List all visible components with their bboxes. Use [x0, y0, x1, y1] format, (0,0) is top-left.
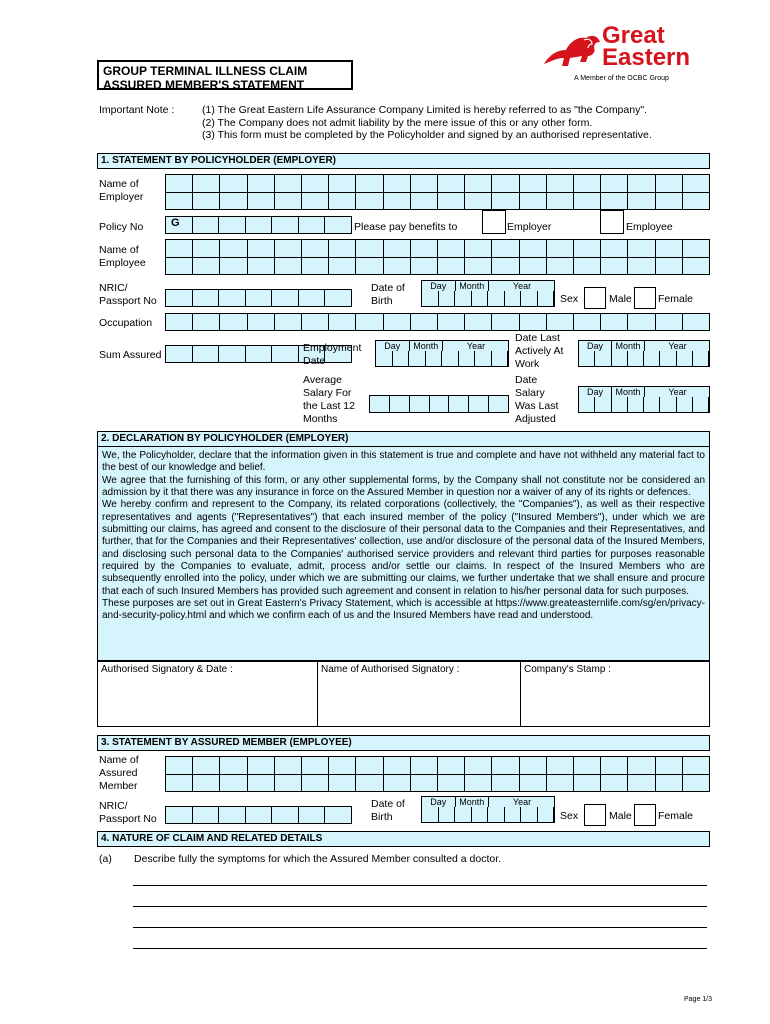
input-cell[interactable] — [410, 396, 430, 412]
form-title — [97, 60, 353, 90]
employer-option-label: Employer — [507, 221, 552, 233]
authorised-signatory-name-box[interactable] — [317, 661, 521, 727]
input-cell[interactable] — [248, 757, 275, 774]
input-cell[interactable] — [601, 240, 628, 257]
input-cell[interactable] — [246, 217, 273, 233]
date-part-day-label: Day — [422, 281, 456, 291]
input-cell[interactable] — [411, 757, 438, 774]
input-cell[interactable] — [166, 807, 193, 823]
employer-checkbox[interactable] — [482, 210, 506, 234]
input-cell[interactable] — [248, 193, 275, 210]
input-cell[interactable] — [329, 193, 356, 210]
input-cell[interactable] — [520, 175, 547, 192]
input-cell[interactable] — [601, 314, 628, 330]
date-part-day-label: Day — [579, 387, 612, 397]
input-cell[interactable] — [438, 240, 465, 257]
input-cell[interactable] — [574, 258, 601, 275]
input-cell[interactable] — [656, 193, 683, 210]
dob-label — [371, 282, 405, 308]
input-cell[interactable] — [628, 757, 655, 774]
input-cell[interactable] — [438, 258, 465, 275]
input-cell[interactable] — [302, 175, 329, 192]
input-cell[interactable] — [465, 193, 492, 210]
nric-label-line1: NRIC/ — [99, 282, 128, 294]
input-cell[interactable] — [656, 240, 683, 257]
declaration-paragraph-2: We agree that the furnishing of this form, or any other supplemental forms, by the Company shall not constitute nor be considered an admission by it that there was any insurance in force on the Assured Member in question nor a waiver of any of its rights or defences. — [102, 474, 705, 499]
input-cell[interactable] — [438, 175, 465, 192]
input-cell[interactable] — [220, 258, 247, 275]
input-cell[interactable] — [438, 775, 465, 792]
input-cell[interactable] — [325, 290, 351, 306]
input-cell[interactable] — [166, 346, 193, 362]
input-cell[interactable] — [370, 396, 390, 412]
date-part-year-label: Year — [645, 387, 710, 397]
policy-no-label: Policy No — [99, 221, 144, 233]
avg-salary-field[interactable] — [369, 395, 509, 413]
input-cell[interactable] — [193, 775, 220, 792]
item-a-number: (a) — [99, 853, 112, 865]
avg-salary-line3: the Last 12 — [303, 400, 355, 412]
salary-adj-line4: Adjusted — [515, 413, 556, 425]
assured-male-checkbox[interactable] — [584, 804, 606, 826]
input-cell[interactable] — [193, 757, 220, 774]
input-cell[interactable] — [489, 396, 508, 412]
assured-dob-label — [371, 798, 405, 824]
authorised-signatory-name-label: Name of Authorised Signatory : — [321, 664, 460, 675]
input-cell[interactable] — [465, 175, 492, 192]
input-cell[interactable] — [329, 240, 356, 257]
input-cell[interactable] — [325, 217, 351, 233]
assured-nric-label — [99, 800, 157, 826]
input-cell[interactable] — [329, 258, 356, 275]
authorised-signatory-date-label: Authorised Signatory & Date : — [101, 664, 233, 675]
date-part-month-label: Month — [410, 341, 444, 351]
employee-checkbox[interactable] — [600, 210, 624, 234]
assured-dob-field[interactable] — [421, 796, 555, 823]
input-cell[interactable] — [219, 807, 246, 823]
declaration-text — [97, 446, 710, 661]
input-cell[interactable] — [390, 396, 410, 412]
policy-prefix: G — [171, 217, 180, 229]
input-cell[interactable] — [356, 314, 383, 330]
input-cell[interactable] — [275, 757, 302, 774]
name-of-employee-field[interactable] — [165, 239, 710, 275]
date-last-line1: Date Last — [515, 332, 560, 344]
input-cell[interactable] — [356, 193, 383, 210]
salary-adjusted-label — [515, 374, 558, 426]
input-cell[interactable] — [492, 258, 519, 275]
input-cell[interactable] — [411, 175, 438, 192]
input-cell[interactable] — [656, 775, 683, 792]
input-cell[interactable] — [166, 240, 193, 257]
input-cell[interactable] — [302, 240, 329, 257]
date-part-month-label: Month — [456, 281, 490, 291]
date-last-active-field[interactable] — [578, 340, 710, 367]
input-cell[interactable] — [248, 314, 275, 330]
input-cell[interactable] — [384, 258, 411, 275]
assured-member-name-field[interactable] — [165, 756, 710, 792]
input-cell[interactable] — [520, 240, 547, 257]
male-checkbox[interactable] — [584, 287, 606, 309]
input-cell[interactable] — [384, 240, 411, 257]
assured-sex-label: Sex — [560, 810, 579, 822]
input-cell[interactable] — [492, 193, 519, 210]
input-cell[interactable] — [193, 290, 220, 306]
passport-label: Passport No — [99, 295, 157, 307]
section-4-heading: 4. NATURE OF CLAIM AND RELATED DETAILS — [97, 831, 710, 847]
input-cell[interactable] — [520, 757, 547, 774]
input-cell[interactable] — [166, 314, 193, 330]
input-cell[interactable] — [574, 757, 601, 774]
answer-line-3[interactable] — [133, 927, 707, 928]
input-cell[interactable] — [683, 314, 709, 330]
dob-label-line2: Birth — [371, 295, 393, 307]
input-cell[interactable] — [683, 775, 709, 792]
input-cell[interactable] — [601, 193, 628, 210]
input-cell[interactable] — [656, 258, 683, 275]
input-cell[interactable] — [384, 775, 411, 792]
input-cell[interactable] — [272, 217, 299, 233]
date-part-month-label: Month — [456, 797, 490, 807]
employment-date-line2: Date — [303, 355, 326, 367]
input-cell[interactable] — [492, 240, 519, 257]
input-cell[interactable] — [656, 175, 683, 192]
form-title-line1: GROUP TERMINAL ILLNESS CLAIM — [103, 64, 308, 78]
input-cell[interactable] — [384, 314, 411, 330]
dob-field[interactable] — [421, 280, 555, 307]
assured-female-checkbox[interactable] — [634, 804, 656, 826]
input-cell[interactable] — [166, 757, 193, 774]
input-cell[interactable] — [656, 757, 683, 774]
salary-adj-line2: Salary — [515, 387, 545, 399]
input-cell[interactable] — [272, 290, 299, 306]
input-cell[interactable] — [683, 193, 709, 210]
input-cell[interactable] — [574, 775, 601, 792]
input-cell[interactable] — [520, 314, 547, 330]
input-cell[interactable] — [574, 314, 601, 330]
policy-no-field[interactable] — [165, 216, 352, 234]
input-cell[interactable] — [356, 775, 383, 792]
logo-text-great: Great — [602, 22, 665, 49]
input-cell[interactable] — [683, 757, 709, 774]
date-last-line2: Actively At — [515, 345, 564, 357]
input-cell[interactable] — [329, 775, 356, 792]
input-cell[interactable] — [193, 314, 220, 330]
input-cell[interactable] — [220, 757, 247, 774]
input-cell[interactable] — [275, 775, 302, 792]
cell-row — [166, 175, 709, 193]
input-cell[interactable] — [547, 775, 574, 792]
input-cell[interactable] — [492, 314, 519, 330]
female-checkbox[interactable] — [634, 287, 656, 309]
input-cell[interactable] — [356, 258, 383, 275]
important-note-item-1: (1) The Great Eastern Life Assurance Company Limited is hereby referred to as "the Company". — [202, 104, 647, 116]
salary-adjusted-field[interactable] — [578, 386, 710, 413]
name-of-employee-label: Name of Employee — [99, 244, 146, 269]
input-cell[interactable] — [166, 775, 193, 792]
assured-male-label: Male — [609, 810, 632, 822]
assured-dob-line1: Date of — [371, 798, 405, 810]
input-cell[interactable] — [302, 193, 329, 210]
input-cell[interactable] — [683, 258, 709, 275]
input-cell[interactable] — [438, 314, 465, 330]
input-cell[interactable] — [166, 175, 193, 192]
input-cell[interactable] — [547, 314, 574, 330]
input-cell[interactable] — [193, 175, 220, 192]
input-cell[interactable] — [384, 757, 411, 774]
input-cell[interactable] — [299, 807, 326, 823]
input-cell[interactable] — [275, 175, 302, 192]
logo-text-eastern: Eastern — [602, 44, 691, 71]
input-cell[interactable] — [628, 775, 655, 792]
input-cell[interactable] — [601, 775, 628, 792]
declaration-paragraph-3: We hereby confirm and represent to the Company, its related corporations (collectively, the "Companies"), as well as their respective representatives and agents ("Representatives") that each insured member of the policy ("Insured Members"), under which we are submitting our claims, has agreed and consent to the disclosure of their personal data to the Companies and their Representatives, and further, that for the Companies and their Representatives' collection, use and/or disclosure of the personal data of the Insured Members, and disclosing such personal data to the Companies' authorised service providers and relevant third parties for purposes reasonable required by the Companies to evaluate, admit, process and/or settle our claims. In respect of the Insured Members who are subsequently enrolled into the policy, under which we are submitting our claims, we further undertake that we shall ensure and procure that each of such Insured Members has provided such agreement and consent in relation to his/her personal data for such purposes. — [102, 499, 705, 597]
input-cell[interactable] — [193, 346, 220, 362]
input-cell[interactable] — [601, 757, 628, 774]
input-cell[interactable] — [275, 240, 302, 257]
input-cell[interactable] — [465, 240, 492, 257]
input-cell[interactable] — [411, 240, 438, 257]
employee-option-label: Employee — [626, 221, 673, 233]
input-cell[interactable] — [248, 775, 275, 792]
form-title-line2: ASSURED MEMBER'S STATEMENT — [103, 78, 305, 92]
input-cell[interactable] — [329, 314, 356, 330]
input-cell[interactable] — [329, 175, 356, 192]
input-cell[interactable] — [220, 314, 247, 330]
cell-row — [166, 757, 709, 775]
assured-female-label: Female — [658, 810, 694, 822]
input-cell[interactable] — [166, 258, 193, 275]
input-cell[interactable] — [411, 314, 438, 330]
important-note-label: Important Note : — [99, 104, 175, 116]
date-part-year-label: Year — [645, 341, 710, 351]
input-cell[interactable] — [302, 775, 329, 792]
section-2-heading: 2. DECLARATION BY POLICYHOLDER (EMPLOYER) — [97, 431, 710, 447]
input-cell[interactable] — [628, 240, 655, 257]
important-note-item-2: (2) The Company does not admit liability by the mere issue of this or any other form. — [202, 117, 593, 129]
input-cell[interactable] — [220, 193, 247, 210]
input-cell[interactable] — [166, 193, 193, 210]
date-part-month-label: Month — [612, 387, 645, 397]
date-part-year-label: Year — [489, 797, 555, 807]
input-cell[interactable] — [299, 290, 326, 306]
input-cell[interactable] — [438, 757, 465, 774]
input-cell[interactable] — [248, 240, 275, 257]
pay-benefits-label: Please pay benefits to — [354, 221, 458, 233]
assured-name-line1: Name of — [99, 754, 139, 766]
input-cell[interactable] — [465, 775, 492, 792]
salary-adj-line1: Date — [515, 374, 538, 386]
input-cell[interactable] — [492, 775, 519, 792]
input-cell[interactable] — [520, 775, 547, 792]
employment-date-line1: Employment — [303, 342, 362, 354]
input-cell[interactable] — [601, 175, 628, 192]
input-cell[interactable] — [356, 240, 383, 257]
occupation-label: Occupation — [99, 317, 153, 329]
input-cell[interactable] — [465, 314, 492, 330]
assured-passport-label: Passport No — [99, 813, 157, 825]
input-cell[interactable] — [574, 175, 601, 192]
input-cell[interactable] — [683, 175, 709, 192]
input-cell[interactable] — [248, 258, 275, 275]
input-cell[interactable] — [547, 193, 574, 210]
avg-salary-label — [303, 374, 355, 426]
input-cell[interactable] — [411, 775, 438, 792]
input-cell[interactable] — [574, 193, 601, 210]
section-1-heading: 1. STATEMENT BY POLICYHOLDER (EMPLOYER) — [97, 153, 710, 169]
date-part-month-label: Month — [612, 341, 645, 351]
input-cell[interactable] — [411, 193, 438, 210]
input-cell[interactable] — [272, 346, 299, 362]
section-3-heading: 3. STATEMENT BY ASSURED MEMBER (EMPLOYEE) — [97, 735, 710, 751]
input-cell[interactable] — [411, 258, 438, 275]
input-cell[interactable] — [628, 314, 655, 330]
input-cell[interactable] — [302, 314, 329, 330]
page-number: Page 1/3 — [684, 996, 713, 1003]
female-label: Female — [658, 293, 694, 305]
name-of-employer-label: Name of Employer — [99, 178, 144, 203]
cell-row — [166, 775, 709, 792]
input-cell[interactable] — [219, 290, 246, 306]
input-cell[interactable] — [246, 346, 273, 362]
date-part-day-label: Day — [579, 341, 612, 351]
company-stamp-box[interactable] — [520, 661, 710, 727]
date-part-year-label: Year — [443, 341, 509, 351]
input-cell[interactable] — [356, 757, 383, 774]
input-cell[interactable] — [219, 217, 246, 233]
input-cell[interactable] — [275, 314, 302, 330]
avg-salary-line1: Average — [303, 374, 342, 386]
authorised-signatory-date-box[interactable] — [97, 661, 318, 727]
input-cell[interactable] — [683, 240, 709, 257]
assured-name-line2: Assured — [99, 767, 138, 779]
input-cell[interactable] — [275, 258, 302, 275]
date-part-day-label: Day — [422, 797, 456, 807]
input-cell[interactable] — [469, 396, 489, 412]
input-cell[interactable] — [329, 757, 356, 774]
assured-dob-line2: Birth — [371, 811, 393, 823]
declaration-paragraph-1: We, the Policyholder, declare that the information given in this statement is true and complete and have not withheld any material fact to the best of our knowledge and belief. — [102, 450, 705, 474]
input-cell[interactable] — [193, 807, 220, 823]
assured-name-line3: Member — [99, 780, 138, 792]
input-cell[interactable] — [325, 807, 351, 823]
assured-member-name-label — [99, 754, 139, 793]
input-cell[interactable] — [628, 175, 655, 192]
input-cell[interactable] — [656, 314, 683, 330]
input-cell[interactable] — [275, 193, 302, 210]
employment-date-field[interactable] — [375, 340, 509, 367]
input-cell[interactable] — [520, 193, 547, 210]
input-cell[interactable] — [465, 757, 492, 774]
input-cell[interactable] — [438, 193, 465, 210]
item-a-text: Describe fully the symptoms for which the Assured Member consulted a doctor. — [134, 853, 502, 865]
input-cell[interactable] — [193, 258, 220, 275]
input-cell[interactable] — [356, 175, 383, 192]
input-cell[interactable] — [449, 396, 469, 412]
input-cell[interactable] — [574, 240, 601, 257]
declaration-paragraph-4: These purposes are set out in Great Eastern's Privacy Statement, which is accessible at https://www.greateasternlife.com/sg/en/privacy-and-security-policy.html and which we confirm each of us and the Insured Members have read and understood. — [102, 598, 705, 622]
avg-salary-line4: Months — [303, 413, 338, 425]
dob-label-line1: Date of — [371, 282, 405, 294]
date-last-line3: Work — [515, 358, 540, 370]
assured-nric-field[interactable] — [165, 806, 352, 824]
input-cell[interactable] — [220, 240, 247, 257]
important-note-item-3: (3) This form must be completed by the Policyholder and signed by an authorised representative. — [202, 129, 652, 141]
nric-field[interactable] — [165, 289, 352, 307]
input-cell[interactable] — [272, 807, 299, 823]
input-cell[interactable] — [492, 757, 519, 774]
input-cell[interactable] — [430, 396, 450, 412]
male-label: Male — [609, 293, 632, 305]
input-cell[interactable] — [193, 193, 220, 210]
input-cell[interactable] — [628, 258, 655, 275]
date-part-day-label: Day — [376, 341, 410, 351]
input-cell[interactable] — [220, 775, 247, 792]
input-cell[interactable] — [299, 217, 326, 233]
input-cell[interactable] — [219, 346, 246, 362]
employment-date-label — [303, 342, 361, 368]
lion-icon — [540, 28, 602, 72]
answer-line-4[interactable] — [133, 948, 707, 949]
occupation-field[interactable] — [165, 313, 710, 331]
date-part-year-label: Year — [489, 281, 555, 291]
answer-line-2[interactable] — [133, 906, 707, 907]
salary-adj-line3: Was Last — [515, 400, 559, 412]
cell-row — [166, 240, 709, 258]
name-of-employer-field[interactable] — [165, 174, 710, 210]
input-cell[interactable] — [384, 193, 411, 210]
input-cell[interactable] — [628, 193, 655, 210]
input-cell[interactable] — [492, 175, 519, 192]
input-cell[interactable] — [248, 175, 275, 192]
input-cell[interactable] — [547, 175, 574, 192]
input-cell[interactable] — [547, 240, 574, 257]
input-cell[interactable] — [166, 290, 193, 306]
input-cell[interactable] — [193, 240, 220, 257]
cell-row — [166, 193, 709, 210]
input-cell[interactable] — [246, 807, 273, 823]
input-cell[interactable] — [193, 217, 220, 233]
input-cell[interactable] — [520, 258, 547, 275]
assured-nric-line1: NRIC/ — [99, 800, 128, 812]
answer-line-1[interactable] — [133, 885, 707, 886]
nric-label — [99, 282, 157, 308]
input-cell[interactable] — [547, 258, 574, 275]
input-cell[interactable] — [220, 175, 247, 192]
input-cell[interactable] — [302, 757, 329, 774]
input-cell[interactable] — [465, 258, 492, 275]
avg-salary-line2: Salary For — [303, 387, 352, 399]
sum-assured-label: Sum Assured — [99, 349, 162, 361]
sex-label: Sex — [560, 293, 579, 305]
company-stamp-label: Company's Stamp : — [524, 664, 611, 675]
input-cell[interactable] — [547, 757, 574, 774]
cell-row — [166, 258, 709, 275]
input-cell[interactable] — [384, 175, 411, 192]
logo-tagline: A Member of the OCBC Group — [574, 75, 669, 82]
input-cell[interactable] — [302, 258, 329, 275]
input-cell[interactable] — [601, 258, 628, 275]
input-cell[interactable] — [246, 290, 273, 306]
date-last-active-label — [515, 332, 563, 371]
